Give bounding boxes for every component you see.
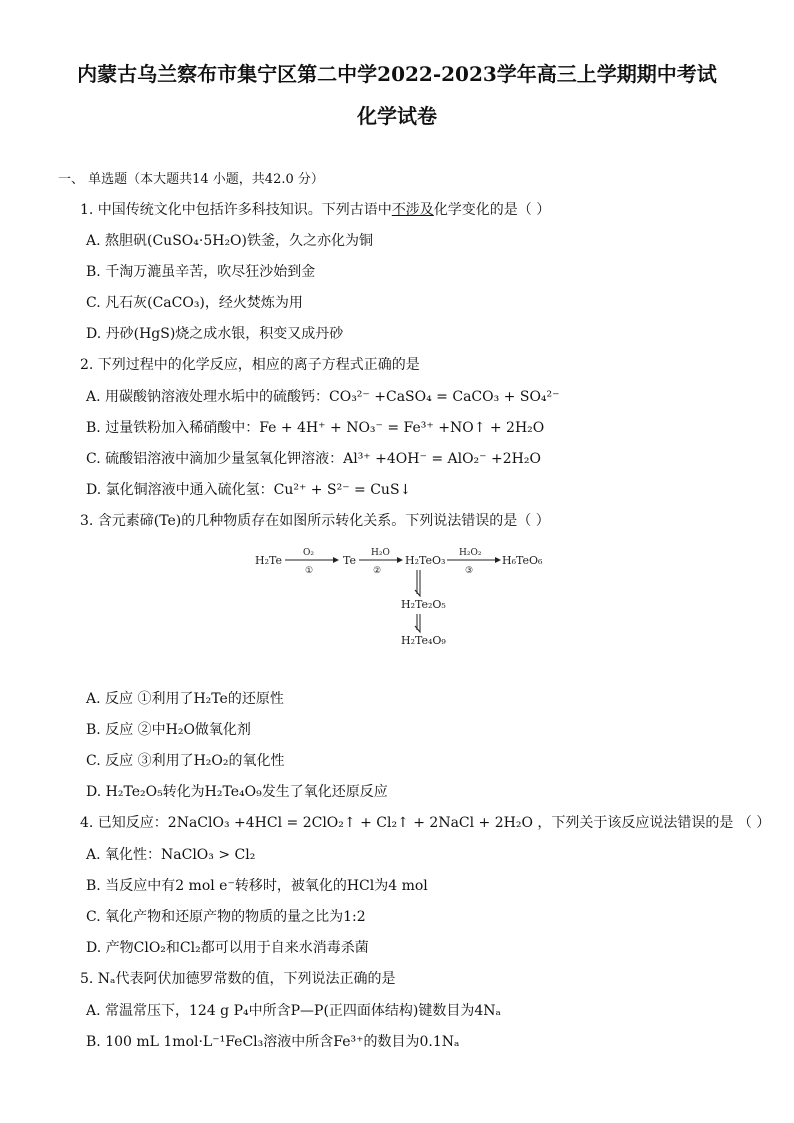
q3-option-c: C. 反应 ③利用了H₂O₂的氧化性 [86, 753, 285, 769]
diagram-h2o: H₂O [371, 548, 390, 558]
diagram-h2te4o9: H₂Te₄O₉ [401, 634, 446, 647]
q2-option-d: D. 氯化铜溶液中通入硫化氢：Cu²⁺ + S²⁻ = CuS↓ [86, 482, 412, 498]
diagram-o2: O₂ [303, 548, 314, 558]
q3-option-b: B. 反应 ②中H₂O做氧化剂 [86, 722, 251, 738]
q1-option-b: B. 千淘万漉虽辛苦，吹尽狂沙始到金 [86, 264, 316, 280]
diagram-step-2: ② [373, 566, 382, 576]
diagram-h2te: H₂Te [255, 554, 282, 567]
question-3-stem: 3. 含元素碲(Te)的几种物质存在如图所示转化关系。下列说法错误的是（ ） [80, 513, 550, 529]
arrow-2-head [397, 557, 403, 563]
question-1-stem: 1. 中国传统文化中包括许多科技知识。下列古语中不涉及化学变化的是（ ） [80, 202, 551, 218]
diagram-h6teo6: H₆TeO₆ [502, 554, 543, 567]
page-title-line-2: 化学试卷 [357, 104, 437, 128]
page-title-line-1: 内蒙古乌兰察布市集宁区第二中学2022-2023学年高三上学期期中考试 [77, 62, 717, 86]
diagram-te: Te [343, 554, 356, 567]
diagram-h2o2: H₂O₂ [459, 548, 482, 558]
underlined-keyword: 不涉及 [391, 202, 434, 218]
q1-option-d: D. 丹砂(HgS)烧之成水银，积变又成丹砂 [86, 326, 344, 342]
diagram-h2te2o5: H₂Te₂O₅ [401, 598, 446, 611]
q2-option-c: C. 硫酸铝溶液中滴加少量氢氧化钾溶液：Al³⁺ +4OH⁻ = AlO₂⁻ +2H₂O [86, 451, 541, 467]
q2-option-a: A. 用碳酸钠溶液处理水垢中的硫酸钙：CO₃²⁻ +CaSO₄ = CaCO₃ + SO₄²⁻ [86, 389, 560, 405]
section-heading: 一、 单选题（本大题共14 小题，共42.0 分） [58, 172, 324, 187]
q4-option-c: C. 氧化产物和还原产物的物质的量之比为1:2 [86, 909, 366, 925]
diagram-h2teo3: H₂TeO₃ [405, 554, 446, 567]
q3-option-a: A. 反应 ①利用了H₂Te的还原性 [86, 691, 284, 707]
q4-option-a: A. 氧化性：NaClO₃ > Cl₂ [86, 847, 256, 863]
arrow-1-head [333, 557, 339, 563]
q5-option-a: A. 常温常压下，124 g P₄中所含P—P(正四面体结构)键数目为4Nₐ [86, 1003, 501, 1019]
question-5-stem: 5. Nₐ代表阿伏加德罗常数的值，下列说法正确的是 [80, 971, 396, 987]
question-4-stem: 4. 已知反应：2NaClO₃ +4HCl = 2ClO₂↑ + Cl₂↑ + 2NaCl + 2H₂O ，下列关于该反应说法错误的是 （ ） [80, 815, 771, 831]
diagram-step-1: ① [305, 566, 314, 576]
q1-option-c: C. 凡石灰(CaCO₃)，经火焚炼为用 [86, 295, 303, 311]
tellurium-conversion-diagram [255, 540, 555, 650]
question-2-stem: 2. 下列过程中的化学反应，相应的离子方程式正确的是 [80, 357, 420, 373]
q5-option-b: B. 100 mL 1mol·L⁻¹FeCl₃溶液中所含Fe³⁺的数目为0.1Nₐ [86, 1034, 460, 1050]
q3-option-d: D. H₂Te₂O₅转化为H₂Te₄O₉发生了氧化还原反应 [86, 784, 388, 800]
q2-option-b: B. 过量铁粉加入稀硝酸中：Fe + 4H⁺ + NO₃⁻ = Fe³⁺ +NO↑ + 2H₂O [86, 420, 545, 436]
diagram-step-3: ③ [465, 566, 474, 576]
q4-option-b: B. 当反应中有2 mol e⁻转移时，被氧化的HCl为4 mol [86, 878, 428, 894]
q1-option-a: A. 熬胆矾(CuSO₄·5H₂O)铁釜，久之亦化为铜 [86, 233, 373, 249]
arrow-3-head [495, 557, 501, 563]
q4-option-d: D. 产物ClO₂和Cl₂都可以用于自来水消毒杀菌 [86, 940, 369, 956]
